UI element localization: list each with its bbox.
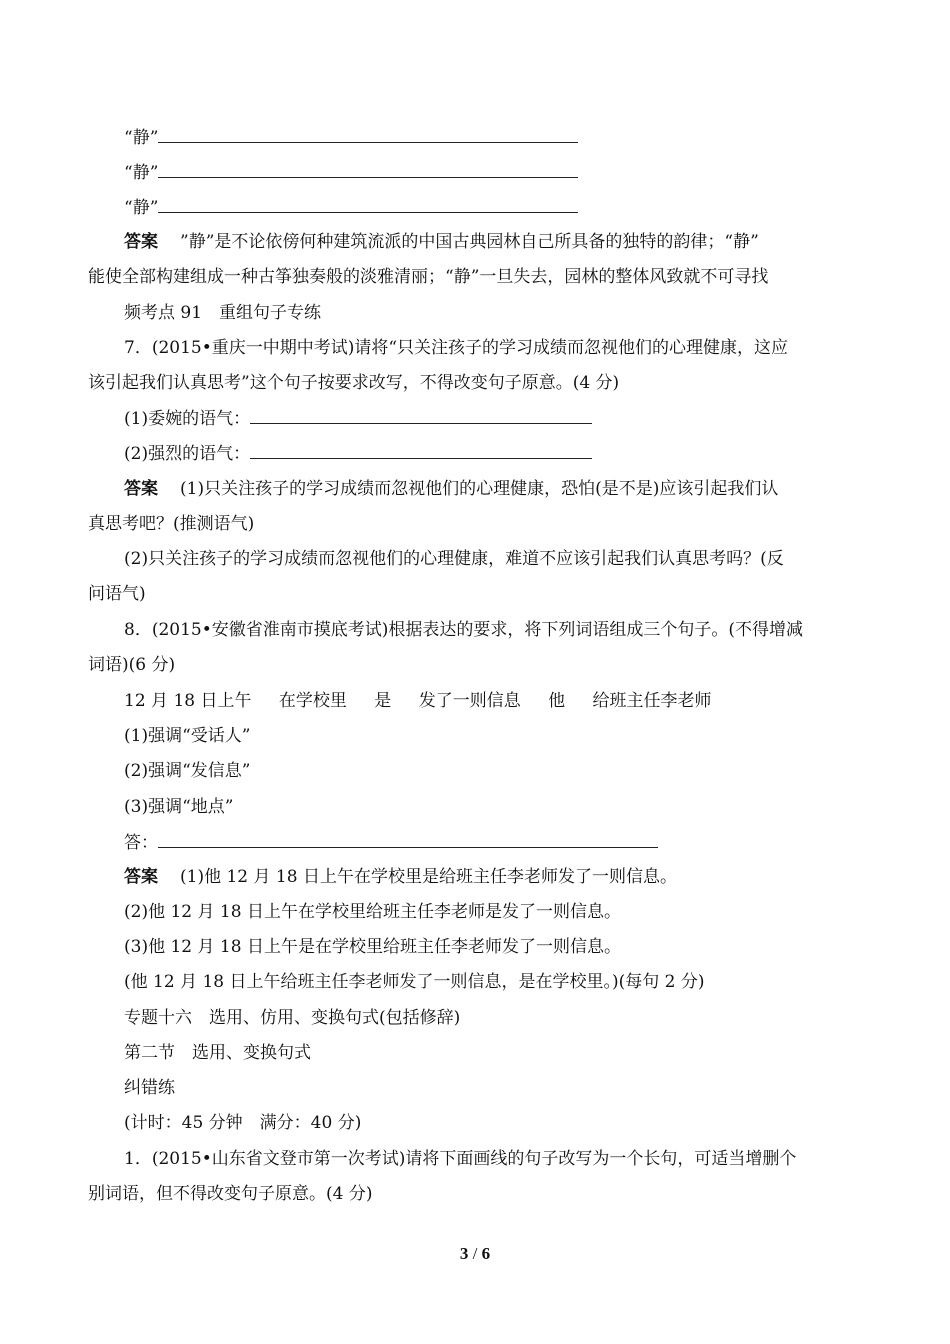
q6-blank-label: “静” [124,198,159,218]
q8-prompt-line2: 词语)(6 分) [88,655,176,675]
q7-sub1-label: (1)委婉的语气： [124,409,251,429]
q7-answer-line2: 真思考吧？(推测语气) [88,514,255,534]
answer-blank[interactable] [158,831,658,848]
q7-prompt-line2: 该引起我们认真思考”这个句子按要求改写，不得改变句子原意。(4 分) [88,373,620,393]
current-page: 3 [459,1244,469,1263]
word-item: 是 [374,691,392,711]
q8-answer-prompt [124,831,900,854]
practice-heading: 纠错练 [124,1078,175,1098]
q7-answer-text: (1)只关注孩子的学习成绩而忽视他们的心理健康，恐怕(是不是)应该引起我们认 [180,479,779,499]
word-item: 12 月 18 日上午 [124,691,252,711]
q8-answer-text: (1)他 12 月 18 日上午在学校里是给班主任李老师发了一则信息。 [180,867,677,887]
q8-word-list [124,690,900,712]
word-item: 在学校里 [278,691,347,711]
answer-prompt-label: 答： [124,833,158,853]
q1-prompt-line1: 1．(2015•山东省文登市第一次考试)请将下面画线的句子改写为一个长句，可适当增删个 [124,1149,797,1169]
q6-answer-line2: 能使全部构建组成一种古筝独奏般的淡雅清丽；“静”一旦失去，园林的整体风致就不可寻找 [88,267,769,287]
page-separator: / [468,1244,482,1263]
answer-blank[interactable] [250,442,592,459]
page-number [0,1244,950,1264]
q7-sub2 [124,442,900,465]
q8-answer-line1 [124,866,900,888]
q6-answer-line1 [124,231,864,253]
q8-answer-line4: (他 12 月 18 日上午给班主任李老师发了一则信息，是在学校里。)(每句 2 分) [124,972,705,992]
q8-req3: (3)强调“地点” [124,797,234,817]
answer-tag: 答案 [124,479,158,499]
section-heading-91: 频考点 91 重组句子专练 [124,303,322,323]
q7-sub1 [124,407,900,430]
q7-answer-line1 [124,478,864,500]
q6-blank-row [124,196,900,219]
q8-prompt-line1: 8．(2015•安徽省淮南市摸底考试)根据表达的要求，将下列词语组成三个句子。(不得增减 [124,620,804,640]
q8-answer-line3: (3)他 12 月 18 日上午是在学校里给班主任李老师发了一则信息。 [124,937,621,957]
q6-answer-text: ”静”是不论依傍何种建筑流派的中国古典园林自己所具备的独特的韵律；“静” [180,232,759,252]
answer-tag: 答案 [124,232,158,252]
word-item: 他 [548,691,566,711]
topic-heading: 专题十六 选用、仿用、变换句式(包括修辞) [124,1008,461,1028]
q6-blank-label: “静” [124,163,159,183]
timing-info: (计时：45 分钟 满分：40 分) [124,1113,362,1133]
q6-blank-row [124,126,900,149]
total-pages: 6 [481,1244,491,1263]
q8-req1: (1)强调“受话人” [124,726,251,746]
q6-blank-label: “静” [124,128,159,148]
q7-sub2-label: (2)强烈的语气： [124,444,251,464]
answer-tag: 答案 [124,867,158,887]
section-heading: 第二节 选用、变换句式 [124,1043,311,1063]
answer-blank[interactable] [158,161,578,178]
answer-blank[interactable] [250,407,592,424]
answer-blank[interactable] [158,126,578,143]
q6-blank-row [124,161,900,184]
q8-req2: (2)强调“发信息” [124,761,251,781]
word-item: 发了一则信息 [418,691,521,711]
word-item: 给班主任李老师 [592,691,712,711]
q7-answer-line4: 问语气) [88,584,146,604]
q8-answer-line2: (2)他 12 月 18 日上午在学校里给班主任李老师是发了一则信息。 [124,902,621,922]
q7-prompt-line1: 7．(2015•重庆一中期中考试)请将“只关注孩子的学习成绩而忽视他们的心理健康，这应 [124,338,789,358]
q1-prompt-line2: 别词语，但不得改变句子原意。(4 分) [88,1184,373,1204]
q7-answer-line3: (2)只关注孩子的学习成绩而忽视他们的心理健康，难道不应该引起我们认真思考吗？(反 [124,549,784,569]
answer-blank[interactable] [158,196,578,213]
